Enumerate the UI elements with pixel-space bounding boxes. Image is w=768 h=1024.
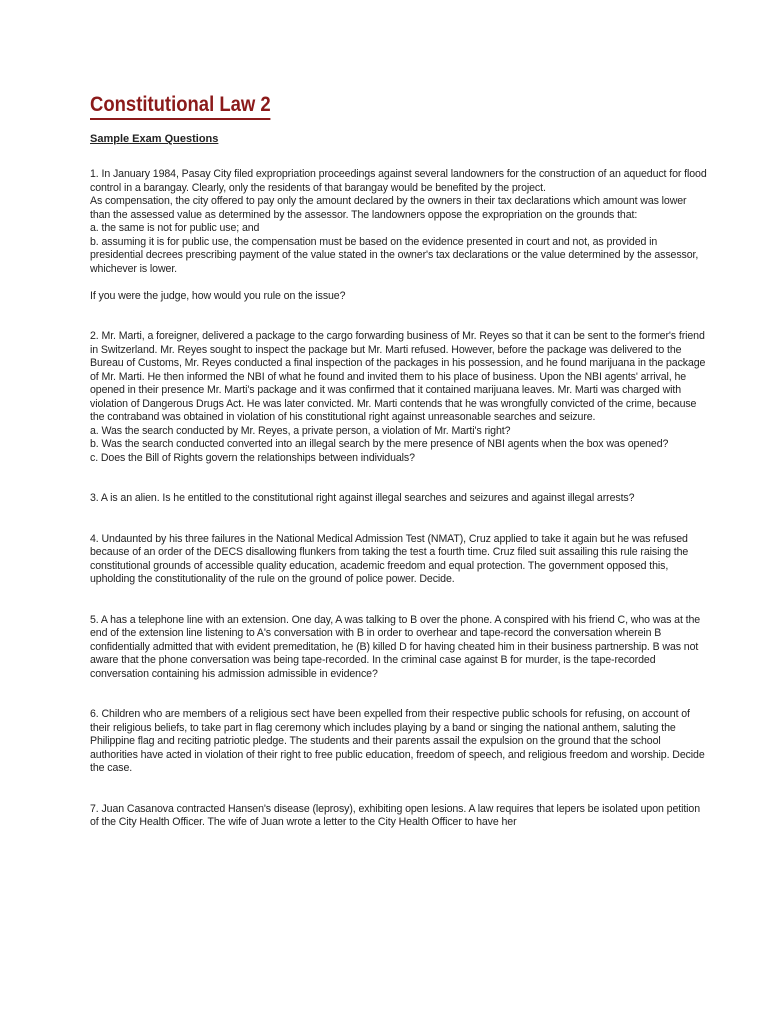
- question-7-stem: 7. Juan Casanova contracted Hansen's disease (leprosy), exhibiting open lesions. A law requires that lepers be isolated upon petition of the City Health Officer. The wife of Juan wrote a letter to the City Health Officer to have her: [90, 802, 701, 828]
- question-1: [90, 168, 708, 303]
- question-2-sub-b: b. Was the search conducted converted into an illegal search by the mere presence of NBI agents when the box was opened?: [90, 438, 669, 450]
- document-title: Constitutional Law 2: [90, 93, 271, 120]
- question-6: [90, 708, 708, 776]
- question-1-ask: If you were the judge, how would you rule on the issue?: [90, 289, 346, 302]
- question-2-sub-c: c. Does the Bill of Rights govern the relationships between individuals?: [90, 451, 415, 464]
- question-5-stem: 5. A has a telephone line with an extension. One day, A was talking to B over the phone. A conspired with his friend C, who was at the end of the extension line listening to A's conversation with B in order to overhear and tape-record the conversation wherein B confidentially admitted that with evident premeditation, he (B) killed D for having cheated him in their business partnership. B was not aware that the phone conversation was being tape-recorded. In the criminal case against B for murder, is the tape-recorded conversation containing his admission admissible in evidence?: [90, 613, 701, 680]
- question-2: [90, 330, 708, 465]
- question-3: [90, 492, 708, 506]
- question-2-sub-a: a. Was the search conducted by Mr. Reyes, a private person, a violation of Mr. Marti's right?: [90, 424, 511, 437]
- question-5: [90, 614, 708, 682]
- question-1-stem: 1. In January 1984, Pasay City filed expropriation proceedings against several landowners for the construction of an aqueduct for flood control in a barangay. Clearly, only the residents of that barangay would be benefited by the project.: [90, 168, 707, 194]
- question-4: [90, 533, 708, 587]
- document-subtitle: Sample Exam Questions: [90, 133, 219, 145]
- question-1-ground-a: a. the same is not for public use; and: [90, 222, 260, 234]
- question-2-stem: 2. Mr. Marti, a foreigner, delivered a package to the cargo forwarding business of Mr. Reyes so that it can be sent to the former's friend in Switzerland. Mr. Reyes sought to inspect the package but Mr. Marti refused. However, before the package was delivered to the Bureau of Customs, Mr. Reyes conducted a final inspection of the packages in his possession, and he found marijuana in the package of Mr. Marti. He then informed the NBI of what he found and invited them to his place of business. Upon the NBI agents' arrival, he opened in their presence Mr. Marti's package and it was confirmed that it contained marijuana leaves. Mr. Marti was charged with violation of Dangerous Drugs Act. He was later convicted. Mr. Marti contends that he was wrongfully convicted of the crime, because the contraband was obtained in violation of his constitutional right against unreasonable searches and seizure.: [90, 330, 706, 423]
- question-7: [90, 803, 708, 830]
- question-1-ground-b: b. assuming it is for public use, the compensation must be based on the evidence presented in court and not, as provided in presidential decrees prescribing payment of the value stated in the owner's tax declarations or the value determined by the assessor, whichever is lower.: [90, 235, 699, 275]
- question-6-stem: 6. Children who are members of a religious sect have been expelled from their respective public schools for refusing, on account of their religious beliefs, to take part in flag ceremony which includes playing by a band or singing the national anthem, saluting the Philippine flag and reciting patriotic pledge. The students and their parents assail the expulsion on the ground that the school authorities have acted in violation of their right to free public education, freedom of speech, and religious freedom and worship. Decide the case.: [90, 708, 705, 774]
- question-list: [90, 168, 708, 830]
- question-4-stem: 4. Undaunted by his three failures in the National Medical Admission Test (NMAT), Cruz applied to take it again but he was refused because of an order of the DECS disallowing flunkers from taking the test a fourth time. Cruz filed suit assailing this rule raising the constitutional grounds of accessible quality education, academic freedom and equal protection. The government opposed this, upholding the constitutionality of the rule on the ground of police power. Decide.: [90, 532, 689, 585]
- question-1-context: As compensation, the city offered to pay only the amount declared by the owners in their tax declarations which amount was lower than the assessed value as determined by the assessor. The landowners oppose the expropriation on the grounds that:: [90, 195, 687, 221]
- question-3-stem: 3. A is an alien. Is he entitled to the constitutional right against illegal searches and seizures and against illegal arrests?: [90, 492, 635, 504]
